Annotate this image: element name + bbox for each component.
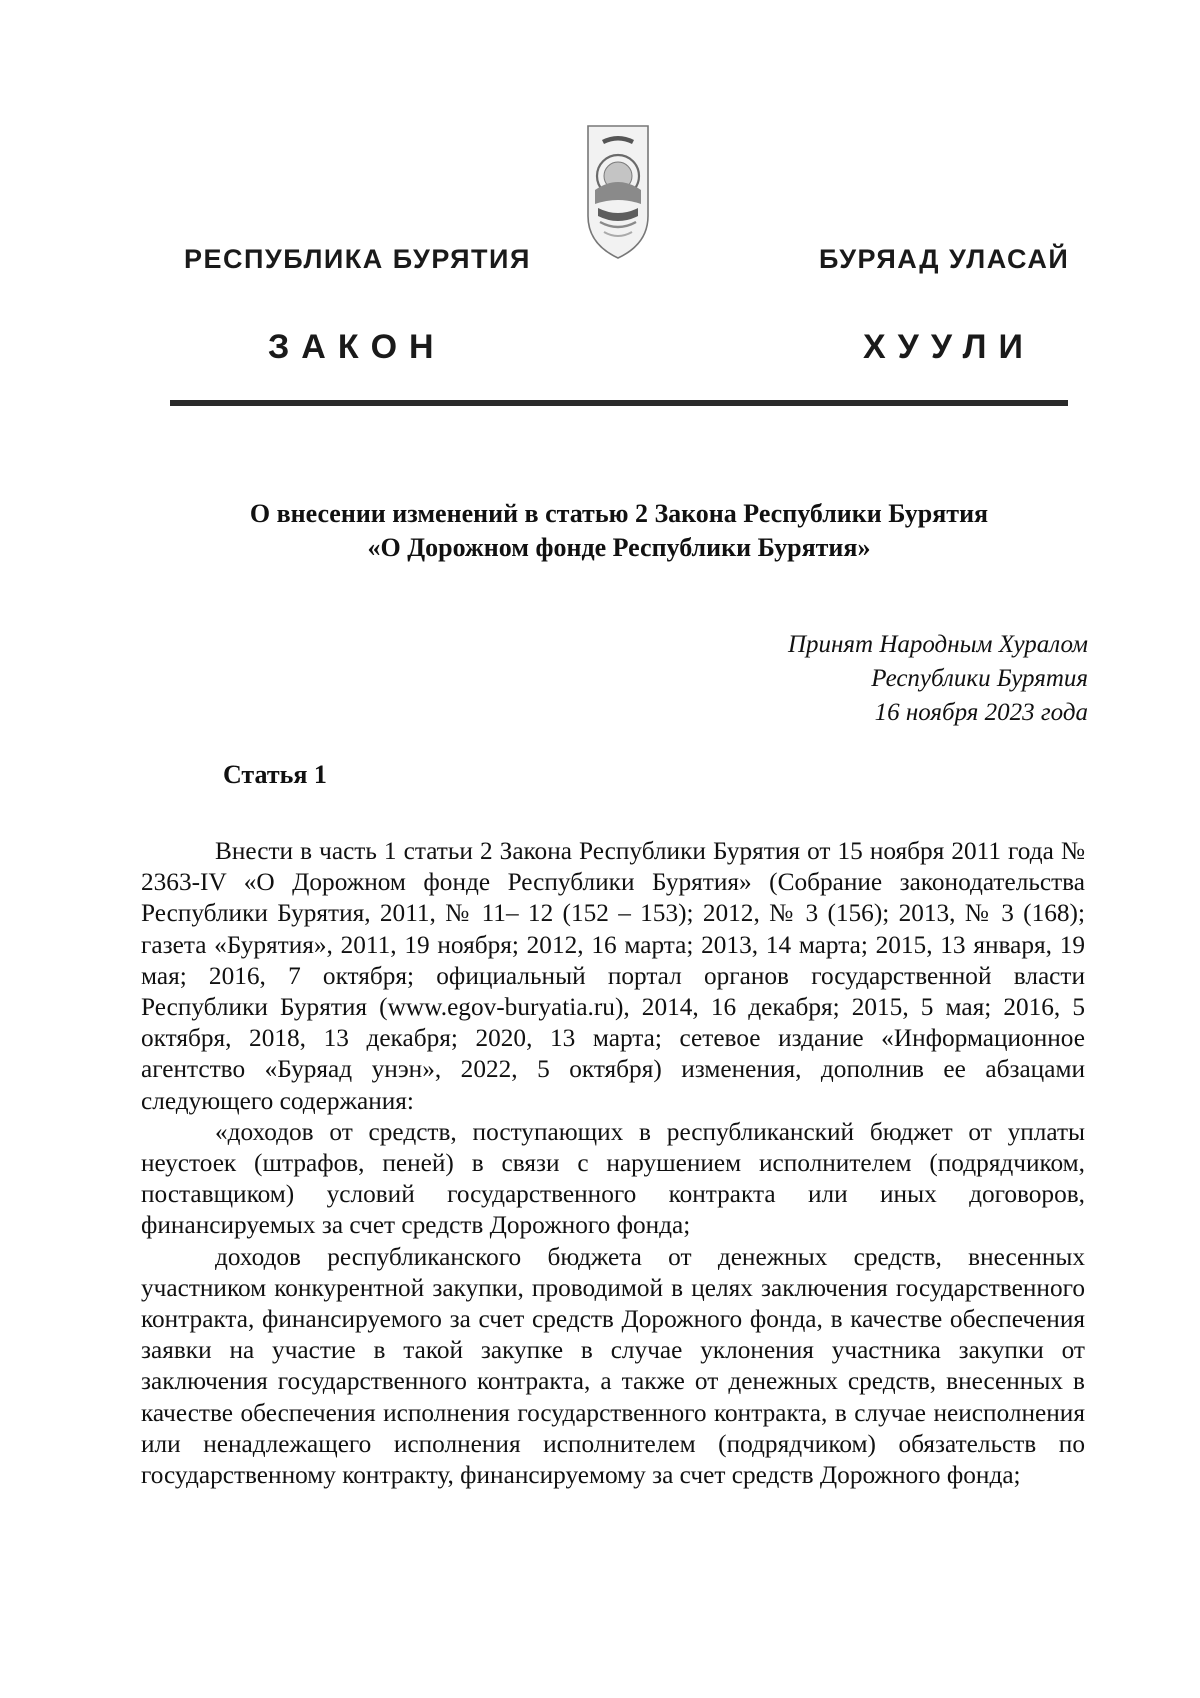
article-paragraph: «доходов от средств, поступающих в республиканский бюджет от уплаты неустоек (штрафов, пеней) в связи с нарушением исполнителем (подрядчиком, поставщиком) условий государственного контракта или иных договоров, финансируемых за счет средств Дорожного фонда;: [141, 1117, 1085, 1240]
republic-name-russian: РЕСПУБЛИКА БУРЯТИЯ: [184, 244, 531, 274]
article-paragraph: доходов республиканского бюджета от денежных средств, внесенных участником конкурентной закупки, проводимой в целях заключения государственного контракта, финансируемого за счет средств Дорожного фонда, в качестве обеспечения заявки на участие в такой закупке в случае уклонения участника закупки от заключения государственного контракта, а также от денежных средств, внесенных в качестве обеспечения исполнения государственного контракта, в случае неисполнения или ненадлежащего исполнения исполнителем (подрядчиком) обязательств по государственному контракту, финансируемому за счет средств Дорожного фонда;: [141, 1242, 1085, 1490]
document-type-russian: ЗАКОН: [268, 328, 446, 366]
law-title-line-2: «О Дорожном фонде Республики Бурятия»: [367, 533, 871, 562]
adoption-note: [788, 628, 1088, 730]
adoption-date: 16 ноября 2023 года: [874, 699, 1088, 726]
article-heading: Статья 1: [223, 760, 327, 789]
article-body: [141, 836, 1085, 1491]
adoption-note-line-2: Республики Бурятия: [871, 665, 1088, 692]
article-paragraph: Внести в часть 1 статьи 2 Закона Республики Бурятия от 15 ноября 2011 года № 2363-IV «О Дорожном фонде Республики Бурятия» (Собрание законодательства Республики Бурятия, 2011, № 11– 12 (152 – 153); 2012, № 3 (156); 2013, № 3 (168); газета «Бурятия», 2011, 19 ноября; 2012, 16 марта; 2013, 14 марта; 2015, 13 января, 19 мая; 2016, 7 октября; официальный портал органов государственной власти Республики Бурятия (www.egov-buryatia.ru), 2014, 16 декабря; 2015, 5 мая; 2016, 5 октября, 2018, 13 декабря; 2020, 13 марта; сетевое издание «Информационное агентство «Буряад унэн», 2022, 5 октября) изменения, дополнив ее абзацами следующего содержания:: [141, 837, 1085, 1115]
buryatia-coat-of-arms-icon: [586, 124, 650, 260]
document-type-buryat: ХУУЛИ: [863, 328, 1035, 366]
republic-name-buryat: БУРЯАД УЛАСАЙ: [819, 244, 1070, 274]
adoption-note-line-1: Принят Народным Хуралом: [787, 631, 1088, 658]
law-title-line-1: О внесении изменений в статью 2 Закона Республики Бурятия: [249, 499, 989, 528]
header-divider: [170, 400, 1068, 406]
